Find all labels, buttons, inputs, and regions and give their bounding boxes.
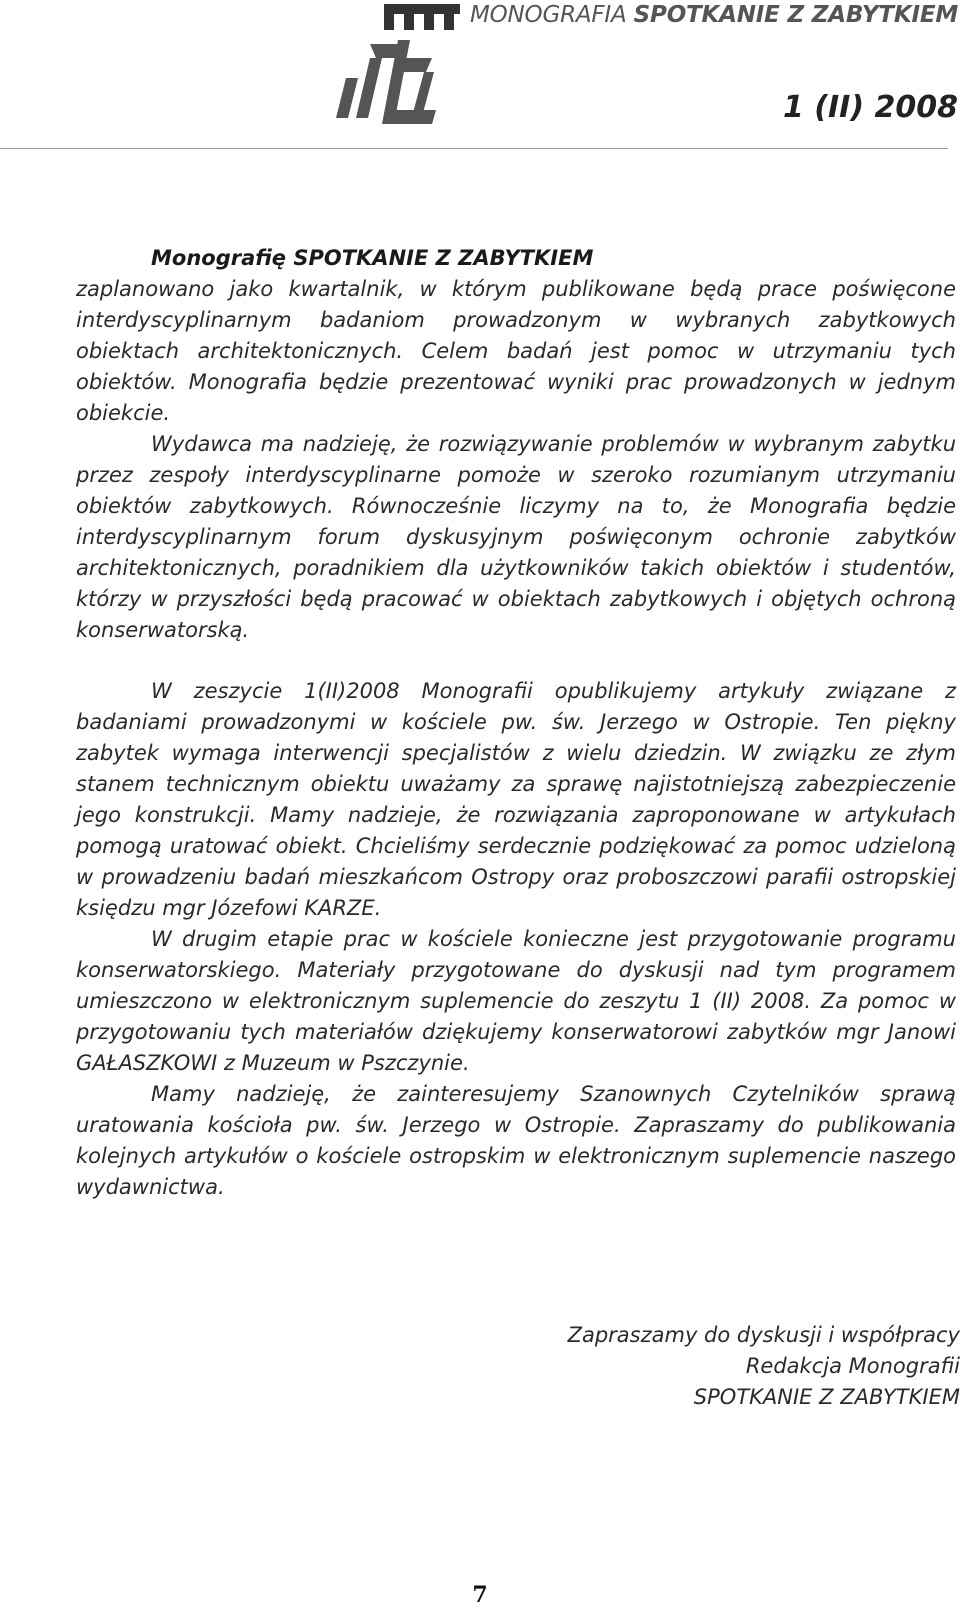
intro-title: Monografię SPOTKANIE Z ZABYTKIEM <box>151 246 594 270</box>
issue-number: 1 (II) 2008 <box>782 90 958 125</box>
signoff-line-2: Redakcja Monografii <box>745 1354 960 1378</box>
intro-body: zaplanowano jako kwartalnik, w którym publikowane będą prace poświęcone interdyscyplinarnym badaniom prowadzonym w wybranych zabytkowych obiektach architektonicznych. Celem badań jest pomoc w utrzymaniu tych obiektów. Monografia będzie prezentować wyniki prac prowadzonych w jednym obiekcie. <box>76 277 956 425</box>
masthead-plain: MONOGRAFIA <box>470 2 627 28</box>
page-header <box>0 0 960 150</box>
masthead-bold: SPOTKANIE Z ZABYTKIEM <box>633 2 959 28</box>
editorial-text <box>76 243 956 1203</box>
issue-paragraph-2: W drugim etapie prac w kościele konieczne jest przygotowanie programu konserwatorskiego. Materiały przygotowane do dyskusji nad tym programem umieszczono w elektronicznym suplemencie do zeszytu 1 (II) 2008. Za pomoc w przygotowaniu tych materiałów dziękujemy konserwatorowi zabytków mgr Janowi GAŁASZKOWI z Muzeum w Pszczynie. <box>76 927 956 1075</box>
header-divider <box>0 148 948 149</box>
signoff <box>360 1320 960 1413</box>
signoff-line-3: SPOTKANIE Z ZABYTKIEM <box>693 1385 960 1409</box>
intro-paragraph-2: Wydawca ma nadzieję, że rozwiązywanie problemów w wybranym zabytku przez zespoły interdyscyplinarne pomoże w szeroko rozumianym utrzymaniu obiektów zabytkowych. Równocześnie liczymy na to, że Monografia będzie interdyscyplinarnym forum dyskusyjnym poświęconym ochronie zabytków architektonicznych, poradnikiem dla użytkowników takich obiektów i studentów, którzy w przyszłości będą pracować w obiektach zabytkowych i objętych ochroną konserwatorską. <box>76 432 956 642</box>
sz-monogram-logo-icon <box>336 0 460 132</box>
issue-paragraph-1: W zeszycie 1(II)2008 Monografii opublikujemy artykuły związane z badaniami prowadzonymi w kościele pw. św. Jerzego w Ostropie. Ten piękny zabytek wymaga interwencji specjalistów z wielu dziedzin. W związku ze złym stanem technicznym obiektu uważamy za sprawę najistotniejszą zabezpieczenie jego konstrukcji. Mamy nadzieje, że rozwiązania zaproponowane w artykułach pomogą uratować obiekt. Chcieliśmy serdecznie podziękować za pomoc udzieloną w prowadzeniu badań mieszkańcom Ostropy oraz proboszczowi parafii ostropskiej księdzu mgr Józefowi KARZE. <box>76 679 956 920</box>
issue-paragraph-3: Mamy nadzieję, że zainteresujemy Szanownych Czytelników sprawą uratowania kościoła pw. św. Jerzego w Ostropie. Zapraszamy do publikowania kolejnych artykułów o kościele ostropskim w elektronicznym suplemencie naszego wydawnictwa. <box>76 1082 956 1199</box>
page-number: 7 <box>472 1582 488 1608</box>
masthead <box>470 2 958 28</box>
signoff-line-1: Zapraszamy do dyskusji i współpracy <box>567 1323 960 1347</box>
